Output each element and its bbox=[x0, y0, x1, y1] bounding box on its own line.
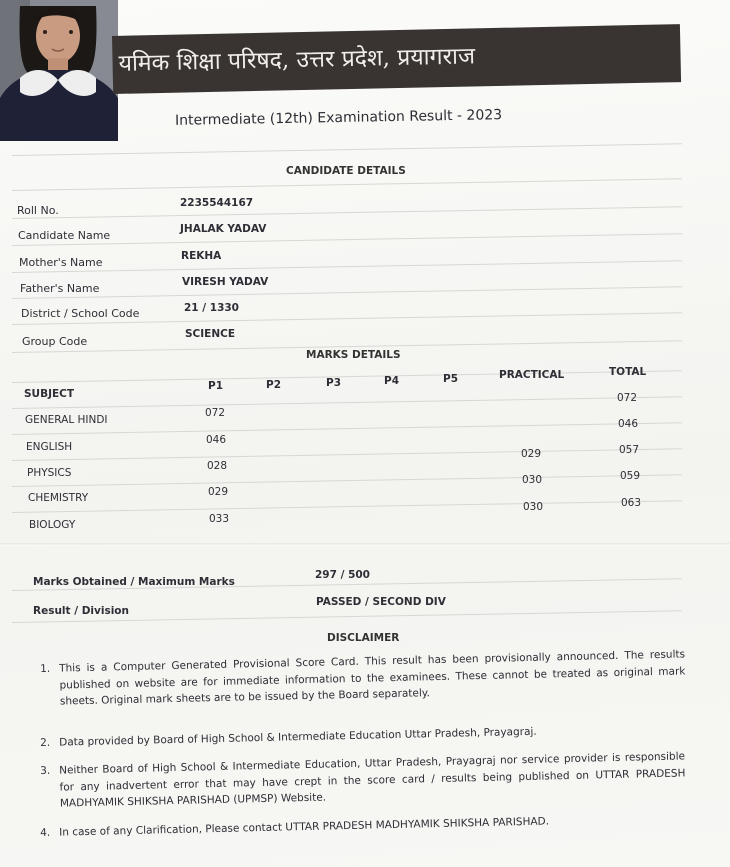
col-p2-header: P2 bbox=[266, 379, 282, 391]
result-division-value: PASSED / SECOND DIV bbox=[316, 596, 446, 608]
rule bbox=[12, 206, 682, 219]
table-row-subject: ENGLISH bbox=[26, 441, 73, 453]
table-row-practical: 030 bbox=[523, 501, 544, 513]
group-code-label: Group Code bbox=[22, 335, 88, 348]
rule bbox=[12, 233, 682, 246]
mother-name-label: Mother's Name bbox=[19, 256, 103, 269]
disclaimer-item-number: 2. bbox=[40, 736, 51, 749]
disclaimer-heading: DISCLAIMER bbox=[327, 632, 400, 644]
table-row-total: 046 bbox=[618, 418, 639, 430]
rule bbox=[12, 422, 682, 435]
disclaimer-item bbox=[40, 748, 686, 812]
disclaimer-item bbox=[40, 646, 686, 710]
col-p3-header: P3 bbox=[326, 377, 342, 389]
photo-portrait-image bbox=[0, 0, 118, 141]
rule bbox=[12, 178, 682, 191]
candidate-details-heading: CANDIDATE DETAILS bbox=[286, 165, 406, 177]
marks-details-heading: MARKS DETAILS bbox=[306, 349, 401, 361]
rule bbox=[12, 260, 682, 273]
table-row-subject: PHYSICS bbox=[27, 467, 72, 479]
table-row-total: 059 bbox=[620, 470, 641, 482]
father-name-value: VIRESH YADAV bbox=[182, 276, 269, 288]
disclaimer-item bbox=[40, 810, 685, 841]
rule bbox=[12, 396, 682, 409]
candidate-name-value: JHALAK YADAV bbox=[180, 223, 267, 235]
mother-name-value: REKHA bbox=[181, 250, 222, 262]
table-row-p1: 029 bbox=[208, 486, 229, 498]
disclaimer-item-text: In case of any Clarification, Please contact UTTAR PRADESH MADHYAMIK SHIKSHA PARISHAD. bbox=[59, 815, 550, 839]
col-practical-header: PRACTICAL bbox=[499, 369, 565, 381]
table-row-p1: 046 bbox=[206, 434, 227, 446]
roll-no-value: 2235544167 bbox=[180, 197, 254, 209]
table-row-subject: BIOLOGY bbox=[29, 519, 76, 531]
col-p5-header: P5 bbox=[443, 373, 459, 385]
table-row-subject: CHEMISTRY bbox=[28, 492, 89, 504]
rule bbox=[12, 286, 682, 299]
board-name: यमिक शिक्षा परिषद, उत्तर प्रदेश, प्रयागराज bbox=[118, 43, 476, 77]
page-title: Intermediate (12th) Examination Result - 2023 bbox=[174, 107, 503, 129]
district-school-code-label: District / School Code bbox=[21, 307, 140, 320]
father-name-label: Father's Name bbox=[20, 282, 100, 295]
rule bbox=[12, 143, 682, 156]
rule bbox=[12, 448, 682, 461]
candidate-photo bbox=[0, 0, 118, 141]
col-subject-header: SUBJECT bbox=[24, 388, 75, 400]
rule bbox=[12, 474, 682, 487]
disclaimer-item-text: Neither Board of High School & Intermediate Education, Uttar Pradesh, Prayagraj nor service provider is responsible for any inadvertent error that may have crept in the score card / results being published on UTTAR PRADESH MADHYAMIK SHIKSHA PARISHAD (UPMSP) Website. bbox=[59, 750, 686, 810]
table-row-subject: GENERAL HINDI bbox=[25, 414, 108, 426]
rule bbox=[12, 500, 682, 513]
board-banner bbox=[112, 24, 681, 94]
disclaimer-item-number: 1. bbox=[40, 662, 51, 675]
col-p4-header: P4 bbox=[384, 375, 400, 387]
disclaimer-item-number: 3. bbox=[40, 764, 51, 777]
table-row-total: 057 bbox=[619, 444, 640, 456]
result-division-label: Result / Division bbox=[33, 605, 129, 617]
district-school-code-value: 21 / 1330 bbox=[184, 302, 239, 314]
marks-obtained-value: 297 / 500 bbox=[315, 569, 370, 581]
table-row-p1: 028 bbox=[207, 460, 228, 472]
table-row-practical: 029 bbox=[521, 448, 542, 460]
table-row-p1: 033 bbox=[209, 513, 230, 525]
paper-fold bbox=[0, 543, 730, 546]
table-row-total: 063 bbox=[621, 497, 642, 509]
group-code-value: SCIENCE bbox=[185, 328, 236, 340]
disclaimer-item-text: This is a Computer Generated Provisional Score Card. This result has been provisionally announced. The results published on website are for immediate information to the examinees. These cannot be treated as original mark sheets. Original mark sheets are to be issued by the Board separately. bbox=[59, 648, 686, 708]
candidate-name-label: Candidate Name bbox=[18, 229, 111, 242]
marks-obtained-label: Marks Obtained / Maximum Marks bbox=[33, 576, 235, 588]
disclaimer-item-number: 4. bbox=[40, 826, 51, 839]
disclaimer-item bbox=[40, 720, 685, 751]
table-row-total: 072 bbox=[617, 392, 638, 404]
table-row-p1: 072 bbox=[205, 407, 226, 419]
col-total-header: TOTAL bbox=[609, 366, 647, 378]
col-p1-header: P1 bbox=[208, 380, 224, 392]
roll-no-label: Roll No. bbox=[17, 204, 59, 217]
table-row-practical: 030 bbox=[522, 474, 543, 486]
disclaimer-item-text: Data provided by Board of High School & Intermediate Education Uttar Pradesh, Prayagraj. bbox=[59, 725, 537, 749]
rule bbox=[12, 370, 682, 383]
